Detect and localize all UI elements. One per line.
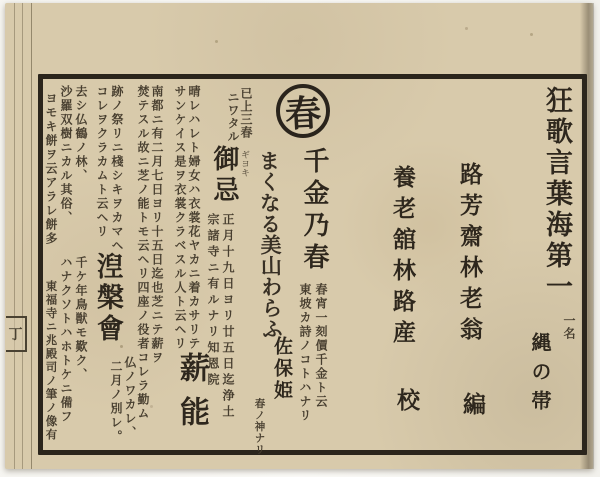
season-badge-circle xyxy=(276,84,330,138)
season-badge-label: 春 xyxy=(284,91,323,136)
paper-speck xyxy=(120,345,123,348)
note-nehane-1: 仏ノワカレ、 xyxy=(123,356,137,440)
note-nehane-8: 東福寺ニ兆殿司ノ筆ノ像有 xyxy=(44,280,59,442)
leaf-edge-line xyxy=(22,3,23,469)
editor-name: 路芳齋林老翁 xyxy=(456,162,483,348)
note-takigino-1: 南都ニ有二月七日ヨリ十五日迄也芝ニテ薪ヲ xyxy=(150,85,164,365)
editor-role: 編 xyxy=(459,392,486,415)
note-nehane-3: 去シ仏鶴ノ林、 xyxy=(74,85,88,183)
headword-nehane: 湼槃會 xyxy=(92,252,123,345)
headword-takigino: 薪能 xyxy=(174,352,209,440)
folio-mark-tab xyxy=(6,316,27,352)
book-title: 狂歌言葉海第一 xyxy=(541,86,572,303)
note-sahohime: 春ノ神ナリ xyxy=(253,398,266,456)
proofreader-role: 校 xyxy=(393,388,420,411)
leaf-edge-line xyxy=(31,3,32,469)
page-gutter xyxy=(5,3,37,469)
headword-senkin: 千金乃春 xyxy=(299,147,329,275)
leaf-edge-line xyxy=(14,3,15,469)
span-note-line1: 已上三春 xyxy=(239,87,253,139)
note-gyoki-4: サンケイス是ヲ衣裳クラベスル人ト云ヘリ xyxy=(173,85,187,351)
note-gyoki-3: 晴レハレト婦女ハ衣裳花ヤカニ着カサリテ xyxy=(187,85,201,351)
note-nehane-2: 二月ノ別レ。 xyxy=(109,360,123,444)
note-gyoki-2: 宗諸寺ニ有ルナリ知恩院 xyxy=(206,213,220,389)
note-takigino-3: 跡ノ祭リニ棧シキヲカマヘ xyxy=(110,85,124,253)
headword-sahohime: 佐保姫 xyxy=(271,336,293,402)
note-takigino-4: コレヲクラカムト云ヘリ xyxy=(95,85,109,239)
folio-mark-label: 丁 xyxy=(8,327,23,343)
cursive-spring-words: まくなる美山わらふ xyxy=(256,149,285,340)
proofreader-name: 養老舘林路産 xyxy=(389,165,416,351)
note-nehane-4: 沙羅双樹ニカル其俗、 xyxy=(59,85,73,225)
note-senkin-2: 東坡カ詩ノコトハナリ xyxy=(298,283,312,423)
reading-gyoki: ギヨキ xyxy=(239,150,249,177)
alt-name: 縄の帯 xyxy=(528,332,552,419)
span-note-line2: ニワタル xyxy=(226,91,240,143)
headword-gyoki: 御忌 xyxy=(209,145,239,207)
note-gyoki-1: 正月十九日ヨリ廿五日迄浄土 xyxy=(221,213,235,421)
alt-name-label: 一名 xyxy=(562,314,576,340)
note-nehane-5: 千ケ年鳥獣モ歎ク、 xyxy=(74,256,88,382)
note-senkin-1: 春宵一刻價千金ト云 xyxy=(314,283,328,409)
note-nehane-6: ハナクソトハホトケニ備フ xyxy=(59,256,73,424)
note-nehane-7: ヨモキ餅ヲ云アラレ餅多 xyxy=(44,92,58,246)
note-takigino-2: 焚テスル故ニ芝ノ能トモ云ヘリ四座ノ役者コレラ勤ム xyxy=(136,85,150,421)
